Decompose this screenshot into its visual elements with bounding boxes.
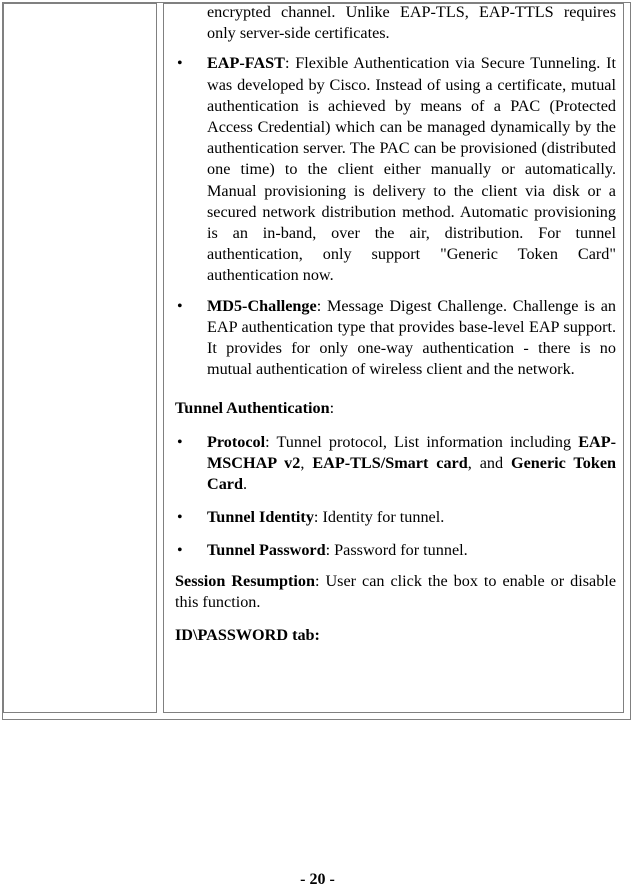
- eap-fast-item: [175, 53, 616, 286]
- session-resumption-desc: : User can click the box to enable or disable this function.: [175, 571, 616, 611]
- table-cell-left: [3, 3, 157, 713]
- bullet-icon: •: [177, 433, 183, 451]
- tunnel-identity-term: Tunnel Identity: [207, 508, 314, 527]
- id-password-tab-heading: [175, 625, 616, 646]
- protocol-sep-2: , and: [467, 453, 511, 472]
- protocol-option-tls: EAP-TLS/Smart card: [312, 453, 468, 472]
- protocol-desc: : Tunnel protocol, List information including: [265, 432, 579, 451]
- bullet-icon: •: [177, 509, 183, 527]
- bullet-icon: •: [177, 542, 183, 560]
- bullet-icon: •: [177, 55, 183, 73]
- continued-paragraph: encrypted channel. Unlike EAP-TLS, EAP-TTLS requires only server-side certificates.: [207, 3, 616, 43]
- protocol-sep-1: ,: [300, 453, 313, 472]
- tunnel-identity-desc: : Identity for tunnel.: [313, 508, 445, 527]
- page-number: - 20 -: [300, 871, 335, 888]
- tunnel-identity-item: [175, 507, 616, 528]
- eap-fast-desc: : Flexible Authentication via Secure Tunneling. It was developed by Cisco. Instead of using a certificate, mutual authentication is achieved by means of a PAC (Protected Access Credential) which can be managed dynamically by the authentication server. The PAC can be provisioned (distributed one time) to the client either manually or automatically. Manual provisioning is delivery to the client via disk or a secured network distribution method. Automatic provisioning is an in-band, over the air, distribution. For tunnel authentication, only support "Generic Token Card" authentication now.: [207, 54, 616, 285]
- protocol-option-mschap: EAP-MSCHAP v2: [207, 432, 616, 472]
- tunnel-password-desc: : Password for tunnel.: [325, 541, 468, 560]
- eap-fast-term: EAP-FAST: [207, 54, 285, 73]
- md5-challenge-term: MD5-Challenge: [207, 296, 317, 315]
- protocol-option-gtc: Generic Token Card: [207, 453, 617, 494]
- protocol-item: [175, 432, 616, 496]
- md5-challenge-item: [175, 296, 616, 381]
- session-resumption-paragraph: [175, 571, 616, 613]
- md5-challenge-desc: : Message Digest Challenge. Challenge is an EAP authentication type that provides base-level EAP support. It provides for only one-way authentication - there is no mutual authentication of wireless client and the network.: [207, 296, 616, 379]
- session-resumption-term: Session Resumption: [175, 571, 316, 590]
- description-content: [175, 2, 616, 646]
- protocol-term: Protocol: [207, 432, 266, 451]
- protocol-end: .: [242, 475, 248, 494]
- tunnel-authentication-heading: [175, 398, 616, 419]
- tunnel-password-item: [175, 540, 616, 561]
- tunnel-authentication-label: Tunnel Authentication: [175, 399, 330, 418]
- tunnel-password-term: Tunnel Password: [207, 541, 326, 560]
- tunnel-authentication-colon: :: [329, 399, 335, 418]
- bullet-icon: •: [177, 297, 183, 315]
- id-password-tab-label: ID\PASSWORD tab:: [175, 626, 320, 645]
